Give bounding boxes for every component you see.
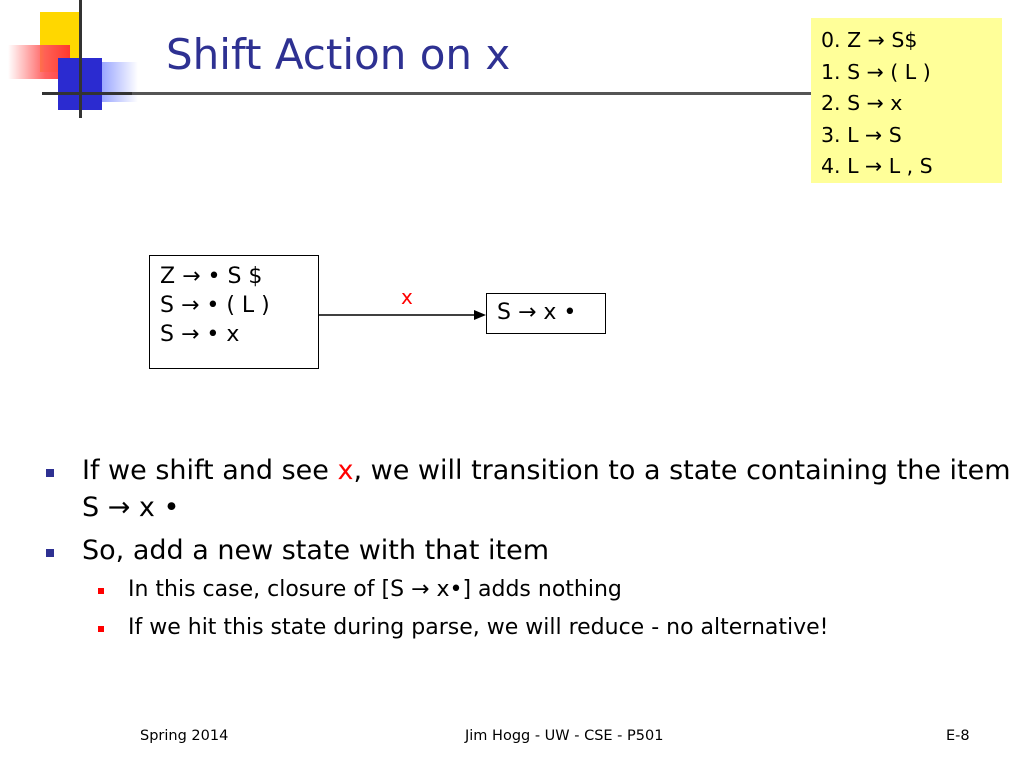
state-box-initial xyxy=(149,255,319,369)
bullet-square-icon xyxy=(46,469,54,477)
logo-blue-fade xyxy=(102,62,138,102)
grammar-rule: 2. S → x xyxy=(821,91,903,115)
slide-logo xyxy=(0,0,140,120)
state-box-shift-x xyxy=(486,293,606,334)
bullet-item xyxy=(40,452,1015,526)
logo-horizontal-line xyxy=(42,92,132,95)
sub-bullet-square-icon xyxy=(98,588,104,594)
highlight-x: x xyxy=(337,455,354,486)
state-item: S → • x xyxy=(160,322,240,347)
logo-vertical-line xyxy=(79,0,82,118)
title-underline xyxy=(132,92,812,95)
bullet-list xyxy=(40,452,1015,651)
grammar-rule: 3. L → S xyxy=(821,122,902,147)
transition-label: x xyxy=(401,285,413,309)
sub-bullet-text: In this case, closure of [S → x•] adds nothing xyxy=(128,577,622,602)
sub-bullet-text: If we hit this state during parse, we will reduce - no alternative! xyxy=(128,615,829,640)
sub-bullet-item xyxy=(86,613,1015,643)
state-item: S → • ( L ) xyxy=(160,293,270,318)
state-item: S → x • xyxy=(497,300,577,325)
footer-slide-number: E-8 xyxy=(946,728,970,744)
state-item: Z → • S $ xyxy=(160,264,263,289)
grammar-box xyxy=(811,18,1002,183)
bullet-item xyxy=(40,532,1015,569)
grammar-rule: 1. S → ( L ) xyxy=(821,59,931,84)
sub-bullet-square-icon xyxy=(98,626,104,632)
bullet-square-icon xyxy=(46,549,54,557)
sub-bullet-item xyxy=(86,575,1015,605)
bullet-text: , we will transition to a state containing the item S → x • xyxy=(82,455,1011,523)
bullet-text: So, add a new state with that item xyxy=(82,535,550,566)
slide-title: Shift Action on x xyxy=(166,30,511,79)
grammar-rule: 4. L → L , S xyxy=(821,154,933,178)
footer-author: Jim Hogg - UW - CSE - P501 xyxy=(465,728,664,744)
grammar-rule: 0. Z → S$ xyxy=(821,28,918,52)
footer-date: Spring 2014 xyxy=(140,728,229,744)
bullet-text: If we shift and see xyxy=(82,455,338,486)
